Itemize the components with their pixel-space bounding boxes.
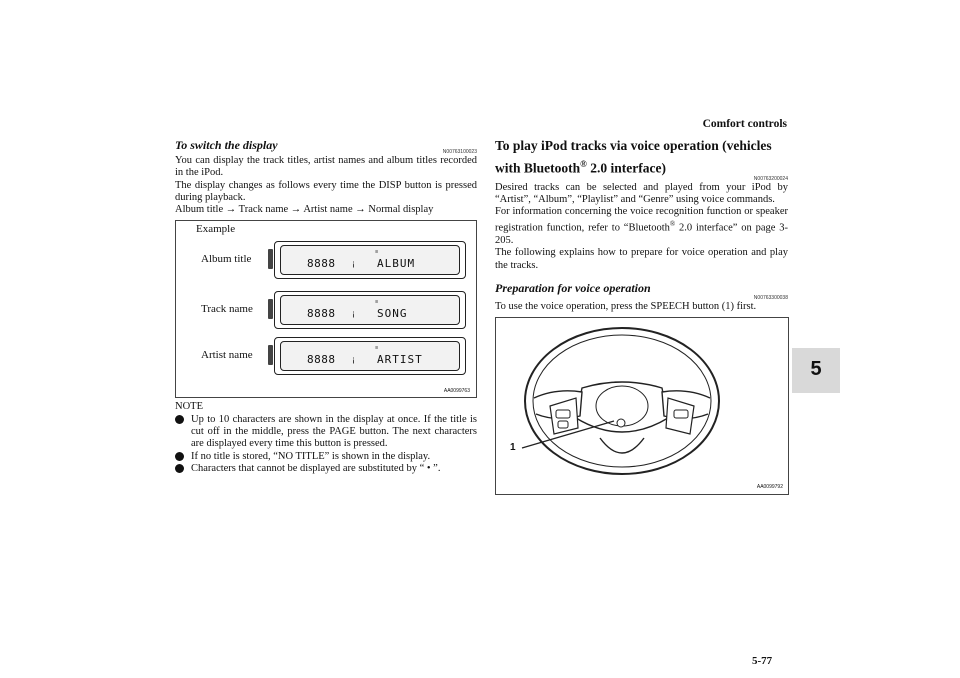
note-item: [175, 451, 477, 463]
display-digits: 8888: [307, 307, 336, 321]
bullet-icon: [175, 452, 184, 461]
note-text: Characters that cannot be displayed are substituted by “ • ”.: [191, 462, 441, 474]
paragraph: To use the voice operation, press the SPEECH button (1) first.: [495, 301, 757, 313]
steering-wheel-icon: [496, 318, 788, 494]
paragraph: You can display the track titles, artist names and album titles recorded in the iPod.: [175, 155, 477, 179]
page-number: 5-77: [752, 655, 773, 667]
note-title: NOTE: [175, 401, 203, 413]
heading-code: N00763200024: [753, 175, 788, 182]
steering-wheel-figure: [495, 317, 789, 495]
registered-mark: ®: [580, 159, 587, 169]
left-column: [175, 136, 477, 475]
display-indicator: ≡: [375, 299, 379, 306]
heading-code: N00763300038: [753, 295, 788, 302]
display-text: SONG: [377, 307, 408, 321]
display-panel-album: [274, 241, 466, 279]
running-header: Comfort controls: [702, 118, 787, 130]
display-example-figure: [175, 220, 477, 398]
display-digits: 8888: [307, 353, 336, 367]
heading-text: To play iPod tracks via voice operation (vehicles with Bluetooth: [495, 138, 772, 176]
note-list: [175, 414, 477, 475]
display-screen: [280, 295, 460, 325]
display-row-label: Track name: [201, 303, 253, 316]
note-item: [175, 463, 477, 475]
display-mark: ¡: [351, 259, 356, 269]
heading-code: N00763100023: [442, 149, 477, 155]
display-mark: ¡: [351, 355, 356, 365]
figure-reference: AA0099792: [756, 484, 783, 491]
display-indicator: ≡: [375, 345, 379, 352]
display-digits: 8888: [307, 257, 336, 271]
figure-caption: Example: [196, 223, 236, 236]
subheading-preparation: Preparation for voice operation: [495, 281, 651, 296]
panel-edge: [268, 249, 273, 269]
paragraph: The display changes as follows every time the DISP button is pressed during playback.: [175, 179, 477, 203]
registered-mark: ®: [669, 220, 676, 229]
paragraph: Desired tracks can be selected and played from your iPod by “Artist”, “Album”, “Playlist” and “Genre” using voice commands.: [495, 181, 788, 205]
display-row-label: Album title: [201, 253, 252, 266]
display-text: ALBUM: [377, 257, 416, 271]
chapter-tab: [792, 348, 840, 393]
chapter-tab-number: 5: [810, 358, 822, 380]
section-heading-switch-display: To switch the display: [175, 138, 278, 152]
paragraph: The following explains how to prepare for voice operation and play the tracks.: [495, 247, 788, 271]
bullet-icon: [175, 415, 184, 424]
display-row-label: Artist name: [201, 349, 253, 362]
panel-edge: [268, 299, 273, 319]
display-panel-track: [274, 291, 466, 329]
display-text: ARTIST: [377, 353, 423, 367]
note-text: If no title is stored, “NO TITLE” is shown in the display.: [191, 450, 431, 462]
display-mark: ¡: [351, 309, 356, 319]
heading-text: 2.0 interface): [586, 160, 666, 176]
bullet-icon: [175, 464, 184, 473]
display-sequence: Album title → Track name → Artist name → Normal display: [175, 204, 434, 216]
display-screen: [280, 341, 460, 371]
paragraph-text: For information concerning the voice recognition function or speaker registration function, refer to “Bluetooth: [495, 206, 788, 234]
figure-reference: AA0099763: [443, 388, 470, 395]
right-column: [495, 137, 788, 495]
callout-label: 1: [510, 442, 516, 454]
note-text: Up to 10 characters are shown in the display at once. If the title is cut off in the middle, press the PAGE button. The next characters are displayed every time this button is pressed.: [191, 413, 477, 450]
paragraph: [495, 206, 788, 247]
panel-edge: [268, 345, 273, 365]
display-screen: [280, 245, 460, 275]
section-heading-voice-operation: [495, 137, 788, 178]
note-item: [175, 414, 477, 451]
display-panel-artist: [274, 337, 466, 375]
paragraph-text: 2.0 interface” on page 3-205.: [495, 222, 788, 247]
display-indicator: ≡: [375, 249, 379, 256]
